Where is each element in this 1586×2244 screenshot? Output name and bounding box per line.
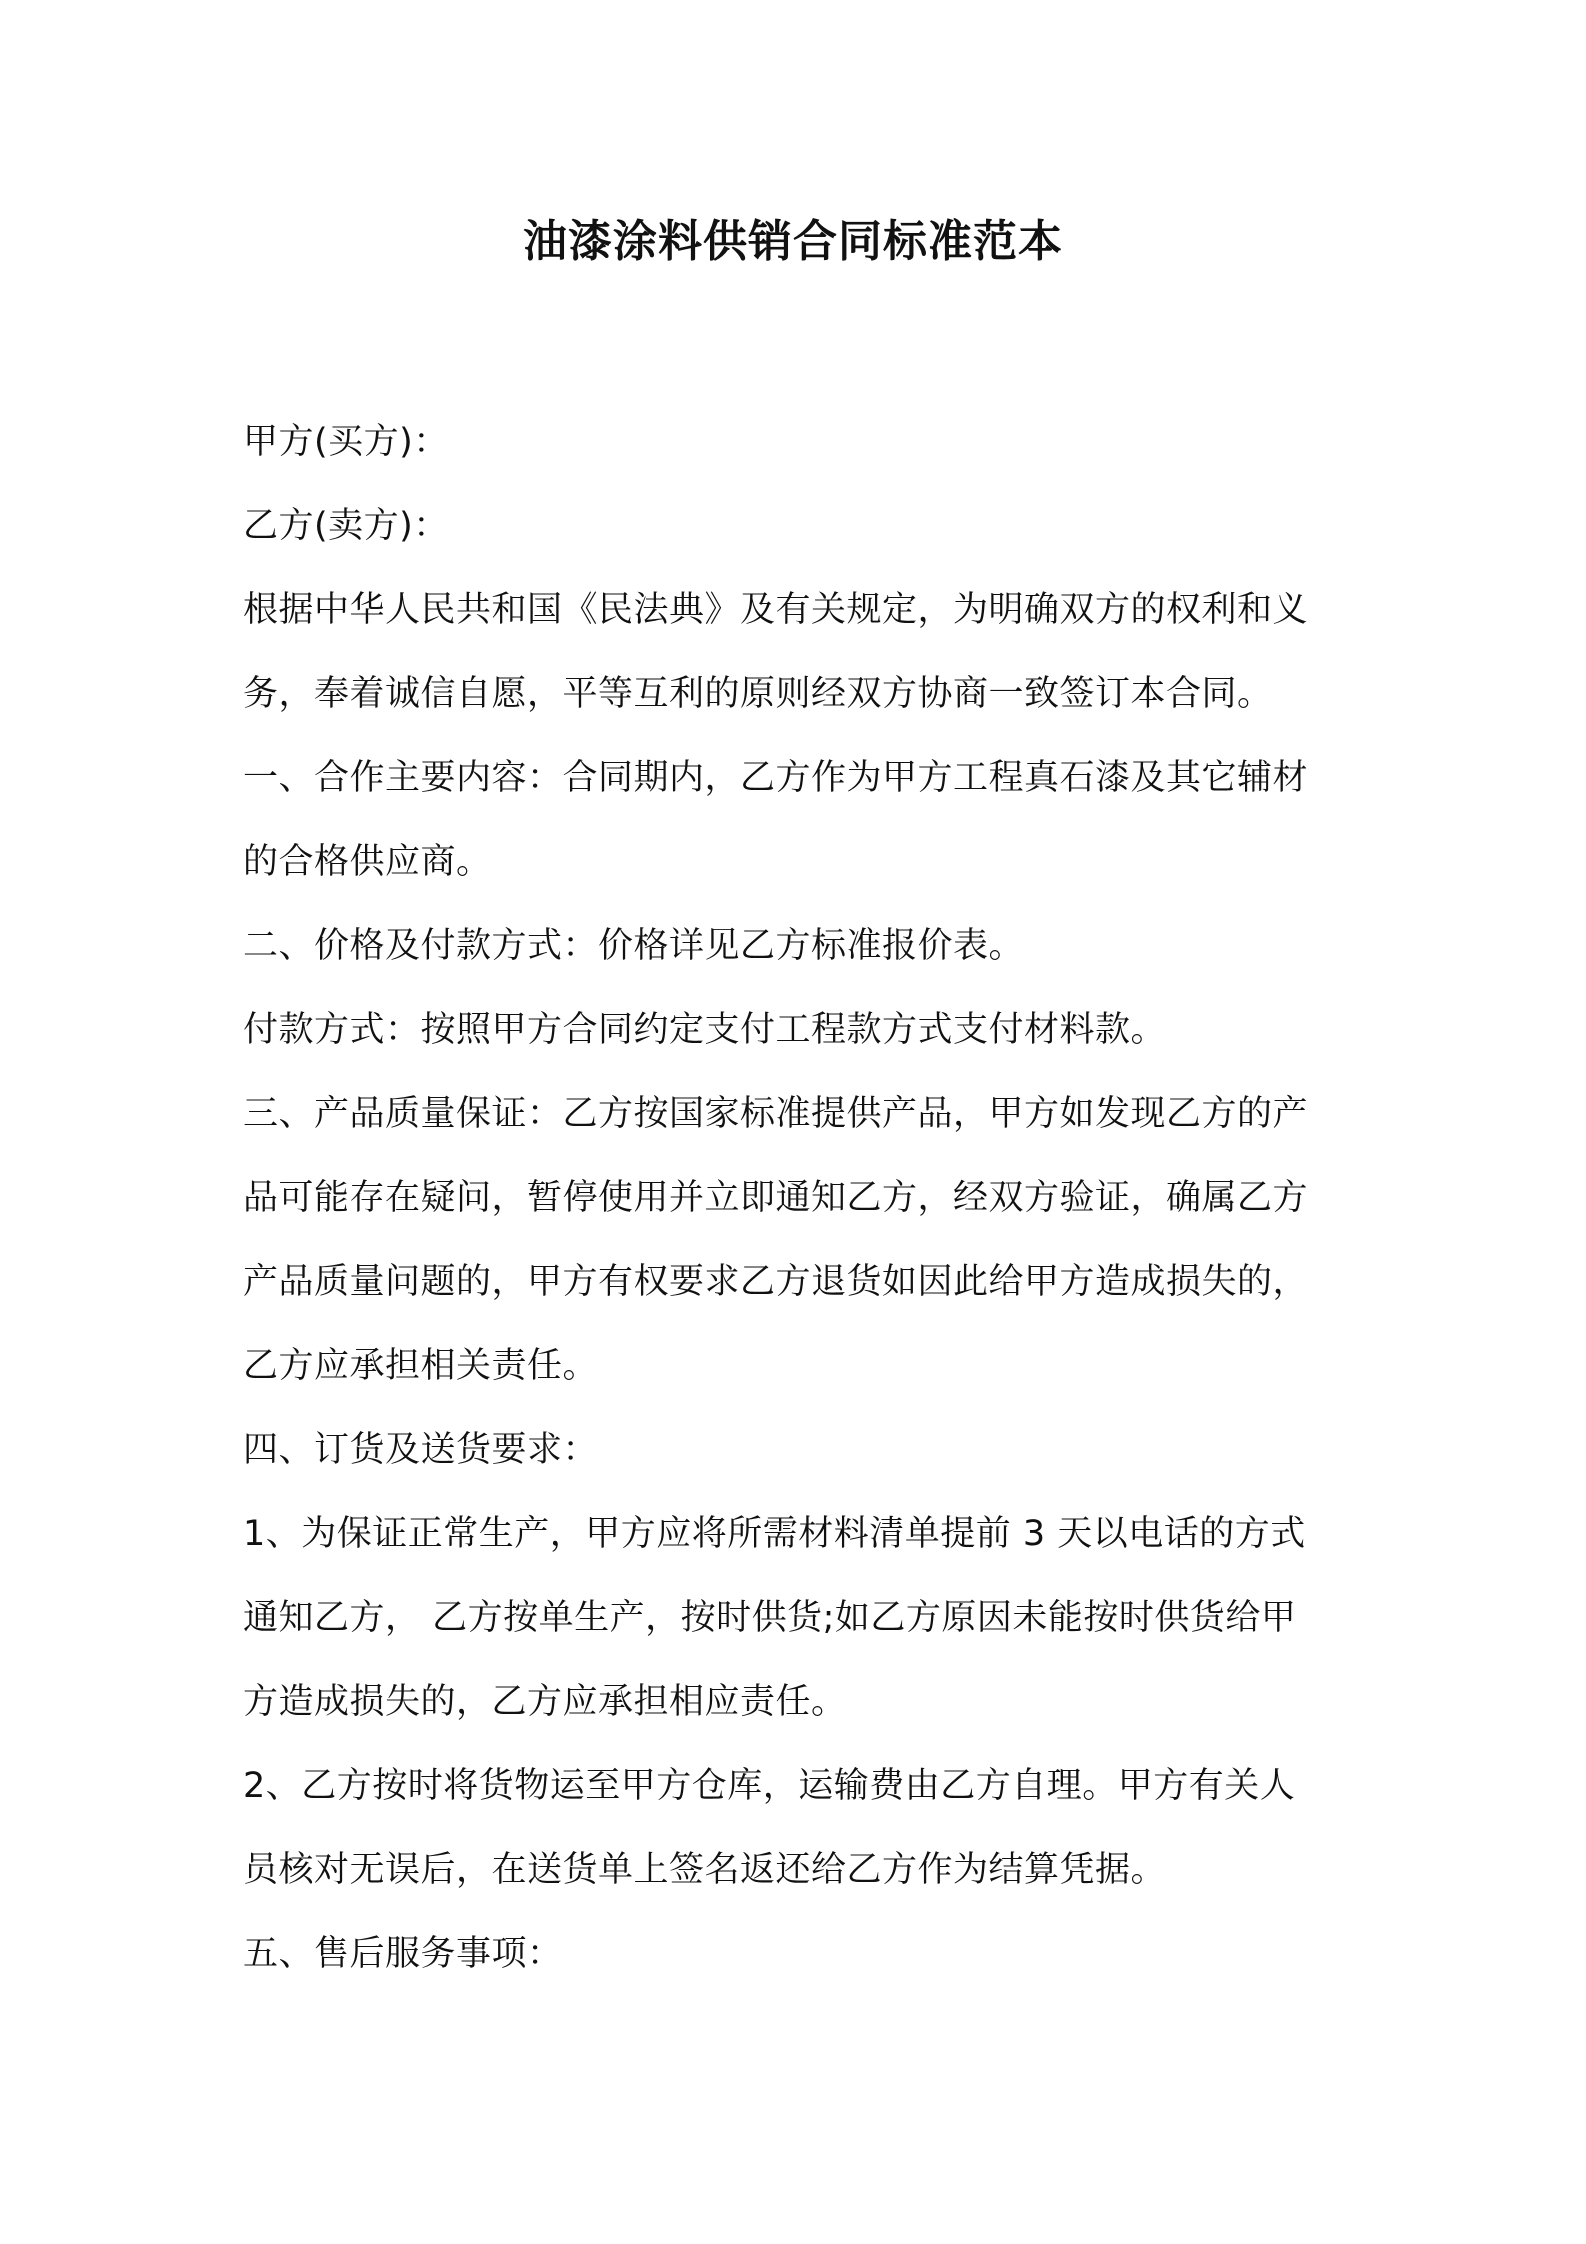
payment-method-line: 付款方式：按照甲方合同约定支付工程款方式支付材料款。	[243, 1010, 1167, 1050]
clause-4-item-2-line: 2、乙方按时将货物运至甲方仓库，运输费由乙方自理。甲方有关人	[243, 1766, 1296, 1806]
document-body	[243, 400, 1353, 1996]
clause-4-heading: 四、订货及送货要求：	[243, 1430, 599, 1470]
clause-1-line: 一、合作主要内容：合同期内，乙方作为甲方工程真石漆及其它辅材	[243, 758, 1309, 798]
party-a-line: 甲方(买方)：	[243, 422, 449, 462]
clause-5-heading: 五、售后服务事项：	[243, 1934, 563, 1974]
document-title: 油漆涂料供销合同标准范本	[523, 216, 1063, 267]
party-b-line: 乙方(卖方)：	[243, 506, 449, 546]
clause-4-item-1-line: 1、为保证正常生产，甲方应将所需材料清单提前 3 天以电话的方式	[243, 1514, 1306, 1554]
clause-2-line: 二、价格及付款方式：价格详见乙方标准报价表。	[243, 926, 1025, 966]
clause-3-line: 三、产品质量保证：乙方按国家标准提供产品，甲方如发现乙方的产	[243, 1094, 1309, 1134]
preamble-line: 务，奉着诚信自愿，平等互利的原则经双方协商一致签订本合同。	[243, 674, 1273, 714]
clause-3-line: 产品质量问题的，甲方有权要求乙方退货如因此给甲方造成损失的，	[243, 1262, 1309, 1302]
clause-3-line: 品可能存在疑问，暂停使用并立即通知乙方，经双方验证，确属乙方	[243, 1178, 1309, 1218]
clause-4-item-1-line: 方造成损失的，乙方应承担相应责任。	[243, 1682, 847, 1722]
preamble-line: 根据中华人民共和国《民法典》及有关规定，为明确双方的权利和义	[243, 590, 1309, 630]
clause-3-line: 乙方应承担相关责任。	[243, 1346, 599, 1386]
clause-4-item-2-line: 员核对无误后，在送货单上签名返还给乙方作为结算凭据。	[243, 1850, 1167, 1890]
clause-1-line: 的合格供应商。	[243, 842, 492, 882]
clause-4-item-1-line: 通知乙方， 乙方按单生产，按时供货;如乙方原因未能按时供货给甲	[243, 1598, 1297, 1638]
